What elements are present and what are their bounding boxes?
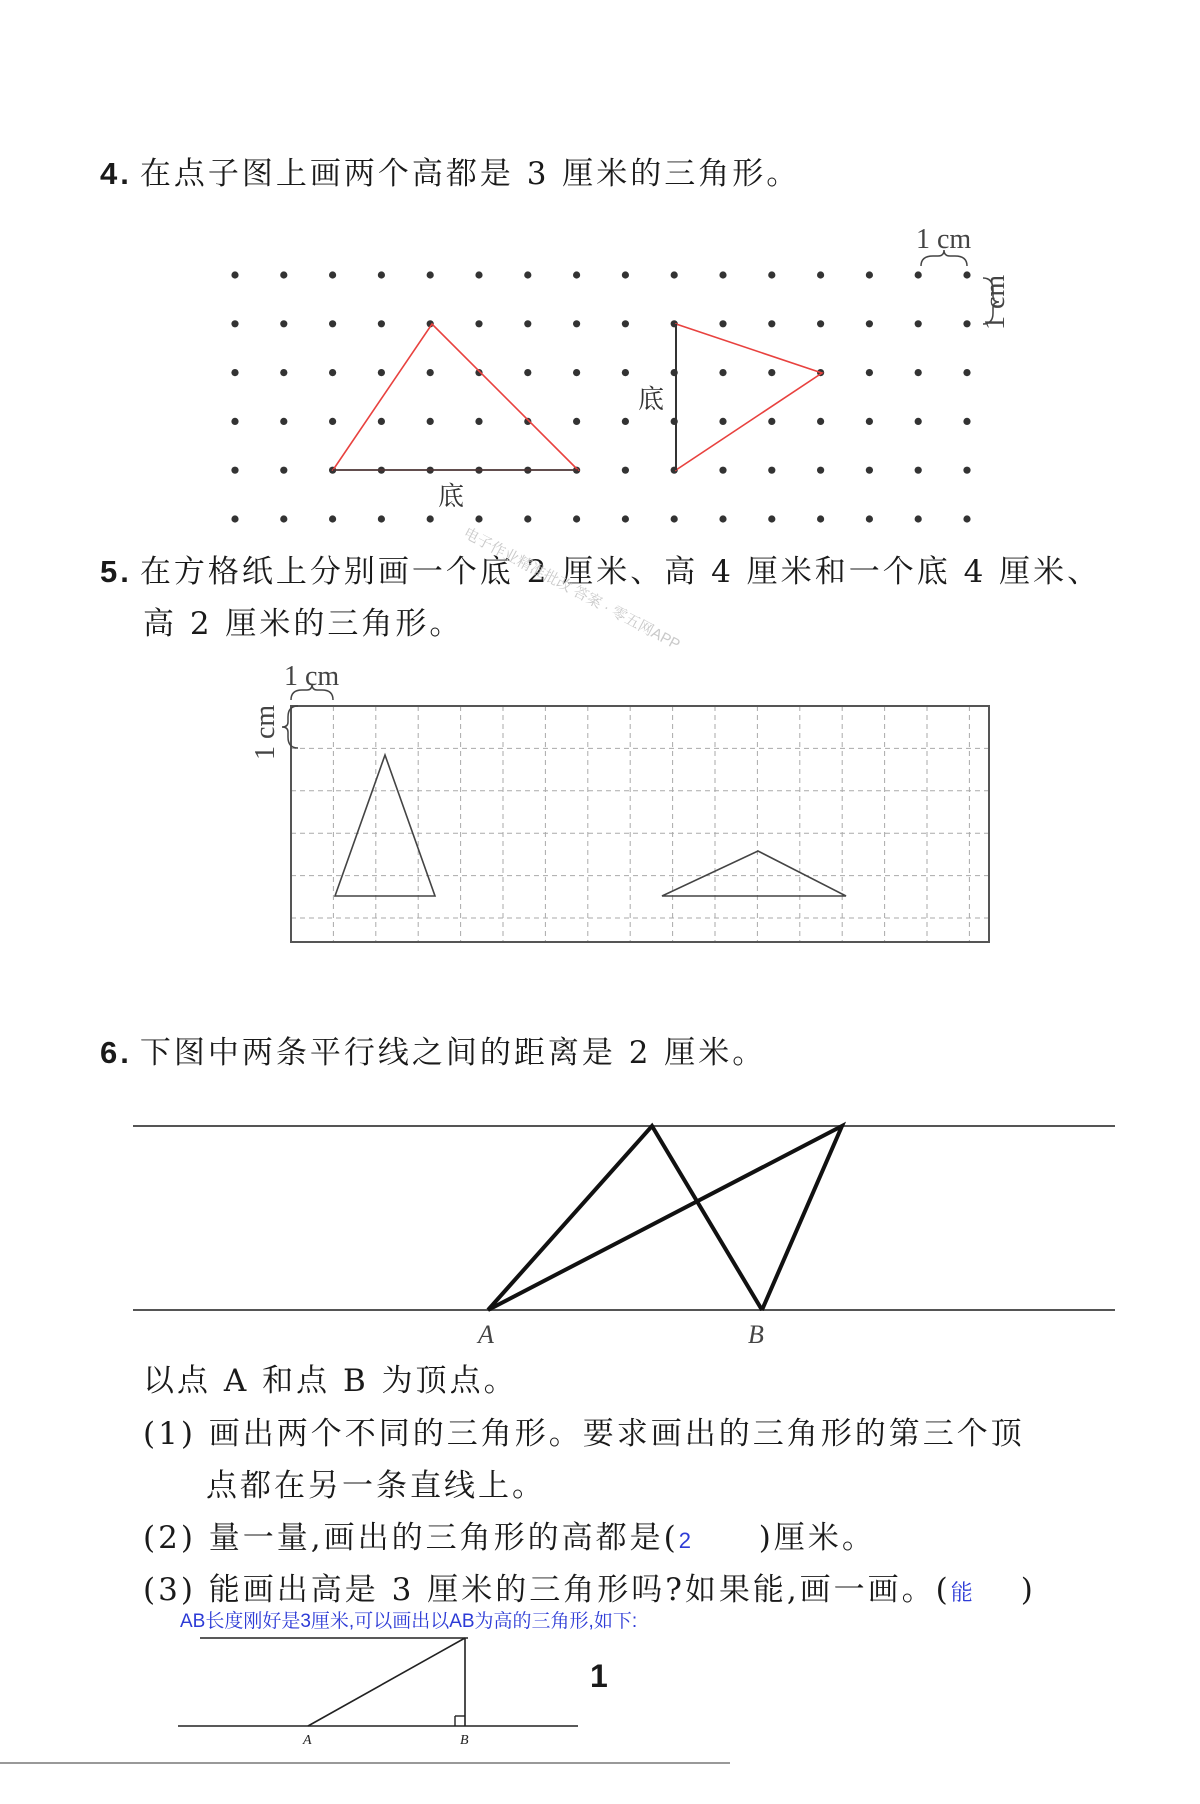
q4-number: 4. [100,156,132,191]
grid-dot [866,369,873,376]
q6-part1-line1: (1) 画出两个不同的三角形。要求画出的三角形的第三个顶 [143,1416,1025,1452]
q4-unit-label-h: 1 cm [916,224,972,255]
grid-dot [866,515,873,522]
grid-dot [231,271,238,278]
grid-dot [573,320,580,327]
grid-dot [719,369,726,376]
grid-dot [622,271,629,278]
q5-triangle-wide [662,851,846,896]
q6-point-b: B [748,1320,764,1349]
grid-dot [573,271,580,278]
grid-dot [915,369,922,376]
grid-dot [524,271,531,278]
page-number: 1 [590,1658,608,1694]
q6-text: 下图中两条平行线之间的距离是 2 厘米。 [139,1035,767,1071]
q4-text: 在点子图上画两个高都是 3 厘米的三角形。 [139,156,801,192]
grid-dot [719,418,726,425]
q4-dot-grid-figure [0,0,1200,560]
grid-dot [963,271,970,278]
grid-dot [719,515,726,522]
grid-dot [768,369,775,376]
q6-part2-answer: 2 [678,1528,691,1553]
grid-dot [280,369,287,376]
q6-title [100,1027,766,1072]
grid-dot [963,467,970,474]
q6-intro: 以点 A 和点 B 为顶点。 [143,1363,518,1399]
q5-unit-label-v: 1 cm [250,704,281,760]
grid-dot [378,418,385,425]
q5-triangle-tall [335,755,435,896]
grid-dot [378,515,385,522]
q6-point-a: A [478,1320,494,1349]
grid-dot [573,515,580,522]
q6-part3 [143,1564,1036,1609]
q6-part3-suffix: ) [1020,1572,1036,1608]
page-bottom-rule [0,1762,730,1764]
grid-dot [817,271,824,278]
grid-dot [280,271,287,278]
grid-dot [573,369,580,376]
grid-dot [915,515,922,522]
grid-dot [963,369,970,376]
q6-triangle-1 [488,1126,762,1310]
grid-dot [671,515,678,522]
grid-dot [622,467,629,474]
answer-point-a: A [303,1733,312,1748]
q6-triangle-2 [488,1126,842,1310]
q4-base-label-2: 底 [638,385,665,414]
grid-dot [622,418,629,425]
grid-dot [817,515,824,522]
q6-part2 [143,1512,876,1557]
grid-dot [280,320,287,327]
q5-number: 5. [100,554,132,589]
grid-dot [280,467,287,474]
q4-triangle-2 [676,324,822,470]
grid-dot [475,271,482,278]
grid-dot [622,515,629,522]
grid-dot [231,418,238,425]
grid-dot [329,271,336,278]
watermark: 电子作业精准批改 答案 · 零五网APP [460,524,683,654]
grid-dot [329,320,336,327]
grid-dot [378,369,385,376]
grid-dot [280,515,287,522]
dot-grid [231,271,970,522]
q6-number: 6. [100,1035,132,1070]
grid-dot [817,467,824,474]
grid-dot [378,271,385,278]
grid-dot [329,418,336,425]
grid-dot [524,515,531,522]
grid-dot [866,467,873,474]
answer-point-b: B [460,1733,469,1748]
grid-dot [475,418,482,425]
q5-text-line2: 高 2 厘米的三角形。 [143,606,464,642]
grid-dot [719,467,726,474]
grid-dot [915,271,922,278]
grid-dot [963,320,970,327]
grid-dot [427,515,434,522]
grid-dot [573,418,580,425]
grid-dot [915,320,922,327]
grid-dot [622,369,629,376]
grid-dot [768,271,775,278]
q5-text-line1: 在方格纸上分别画一个底 2 厘米、高 4 厘米和一个底 4 厘米、 [139,554,1102,590]
grid-dot [866,271,873,278]
grid-dot [915,467,922,474]
grid-dot [963,418,970,425]
grid-dot [768,467,775,474]
grid-dot [280,418,287,425]
grid-dot [231,369,238,376]
q6-part3-answer: 能 [950,1580,973,1605]
q5-title-line1 [100,546,1101,591]
q6-part3-prefix: (3) 能画出高是 3 厘米的三角形吗?如果能,画一画。( [143,1572,951,1608]
grid-dot [866,418,873,425]
grid-dot [622,320,629,327]
grid-dot [475,320,482,327]
grid-dot [427,369,434,376]
grid-dot [915,418,922,425]
q5-grid-figure [0,650,1200,1010]
grid-dot [231,515,238,522]
grid-dot [524,320,531,327]
q6-parallel-lines-figure [0,1100,1200,1360]
q4-base-label-1: 底 [438,482,465,511]
q6-answer-note: AB长度刚好是3厘米,可以画出以AB为高的三角形,如下: [180,1611,638,1632]
grid-dot [329,369,336,376]
grid-paper [291,706,989,942]
grid-dot [231,467,238,474]
grid-dot [427,271,434,278]
grid-dot [524,369,531,376]
grid-dot [768,418,775,425]
q4-unit-label-v: 1 cm [980,274,1011,330]
grid-dot [817,418,824,425]
grid-dot [817,320,824,327]
grid-dot [768,515,775,522]
grid-dot [427,418,434,425]
grid-dot [866,320,873,327]
grid-dot [768,320,775,327]
grid-dot [378,320,385,327]
grid-dot [329,515,336,522]
q4-triangle-1 [333,324,578,470]
answer-hypotenuse [308,1638,465,1726]
grid-dot [671,271,678,278]
grid-dot [231,320,238,327]
grid-dot [719,320,726,327]
q6-part1-line2: 点都在另一条直线上。 [206,1468,546,1504]
grid-dot [475,515,482,522]
q6-part2-suffix: )厘米。 [758,1520,876,1556]
q6-answer-figure [0,1630,640,1750]
q5-unit-label-h: 1 cm [284,661,340,692]
q6-part2-prefix: (2) 量一量,画出的三角形的高都是( [143,1520,679,1556]
grid-dot [719,271,726,278]
grid-dot [963,515,970,522]
